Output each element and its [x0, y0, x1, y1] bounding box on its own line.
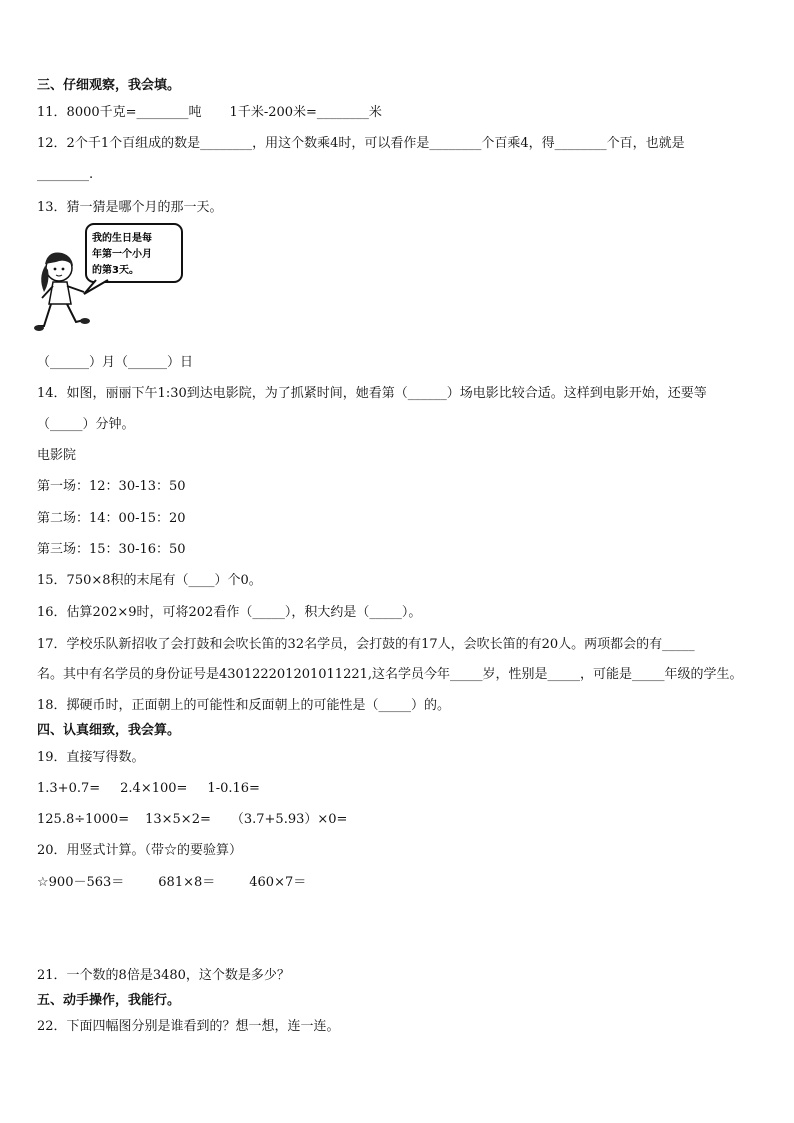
question-20: 20．用竖式计算。（带☆的要验算）: [37, 843, 243, 858]
question-12-cont: ________.: [37, 167, 94, 182]
question-16: 16．估算202×9时，可将202看作（_____），积大约是（_____）。: [37, 605, 422, 620]
question-18: 18．掷硬币时，正面朝上的可能性和反面朝上的可能性是（_____）的。: [37, 698, 451, 713]
question-22: 22．下面四幅图分别是谁看到的？想一想，连一连。: [37, 1019, 340, 1034]
section5-heading: 五、动手操作，我能行。: [37, 993, 181, 1008]
cinema-show-1: 第一场：12：30-13：50: [37, 479, 186, 494]
cinema-show-2: 第二场：14：00-15：20: [37, 511, 186, 526]
cinema-show-3: 第三场：15：30-16：50: [37, 542, 186, 557]
section3-heading: 三、仔细观察，我会填。: [37, 78, 181, 93]
question-20-items: ☆900－563＝ 681×8＝ 460×7＝: [37, 875, 307, 890]
question-14-line1: 14．如图，丽丽下午1:30到达电影院，为了抓紧时间，她看第（______）场电影比较合适。这样到电影开始，还要等: [37, 386, 707, 401]
bubble-line-2: 年第一个小月: [92, 249, 152, 260]
girl-illustration: [34, 222, 184, 340]
question-19: 19．直接写得数。: [37, 750, 145, 765]
question-19-row2: 125.8÷1000= 13×5×2= （3.7+5.93）×0=: [37, 812, 348, 827]
bubble-line-1: 我的生日是每: [92, 233, 152, 244]
question-13: 13．猜一猜是哪个月的那一天。: [37, 200, 223, 215]
question-14-line2: （_____）分钟。: [37, 417, 135, 432]
blank: ________: [136, 105, 189, 120]
question-15: 15．750×8积的末尾有（____）个0。: [37, 573, 262, 588]
question-19-row1: 1.3+0.7= 2.4×100= 1-0.16=: [37, 781, 260, 796]
question-17-line2: 名。其中有名学员的身份证号是430122201201011221,这名学员今年_____岁，性别是_____，可能是_____年级的学生。: [37, 667, 743, 682]
question-12: 12．2个千1个百组成的数是________，用这个数乘4时，可以看作是________个百乘4，得________个百，也就是: [37, 136, 685, 151]
section4-heading: 四、认真细致，我会算。: [37, 723, 181, 738]
question-13-answer: （______）月（______）日: [37, 355, 194, 370]
bubble-line-3: 的第3天。: [92, 265, 139, 276]
question-11: 11．8000千克=________吨 1千米-200米=________米: [37, 105, 382, 120]
question-17-line1: 17．学校乐队新招收了会打鼓和会吹长笛的32名学员，会打鼓的有17人，会吹长笛的有20人。两项都会的有_____: [37, 637, 695, 652]
cinema-title: 电影院: [37, 448, 77, 463]
blank: ________: [316, 105, 369, 120]
question-21: 21．一个数的8倍是3480，这个数是多少？: [37, 968, 290, 983]
